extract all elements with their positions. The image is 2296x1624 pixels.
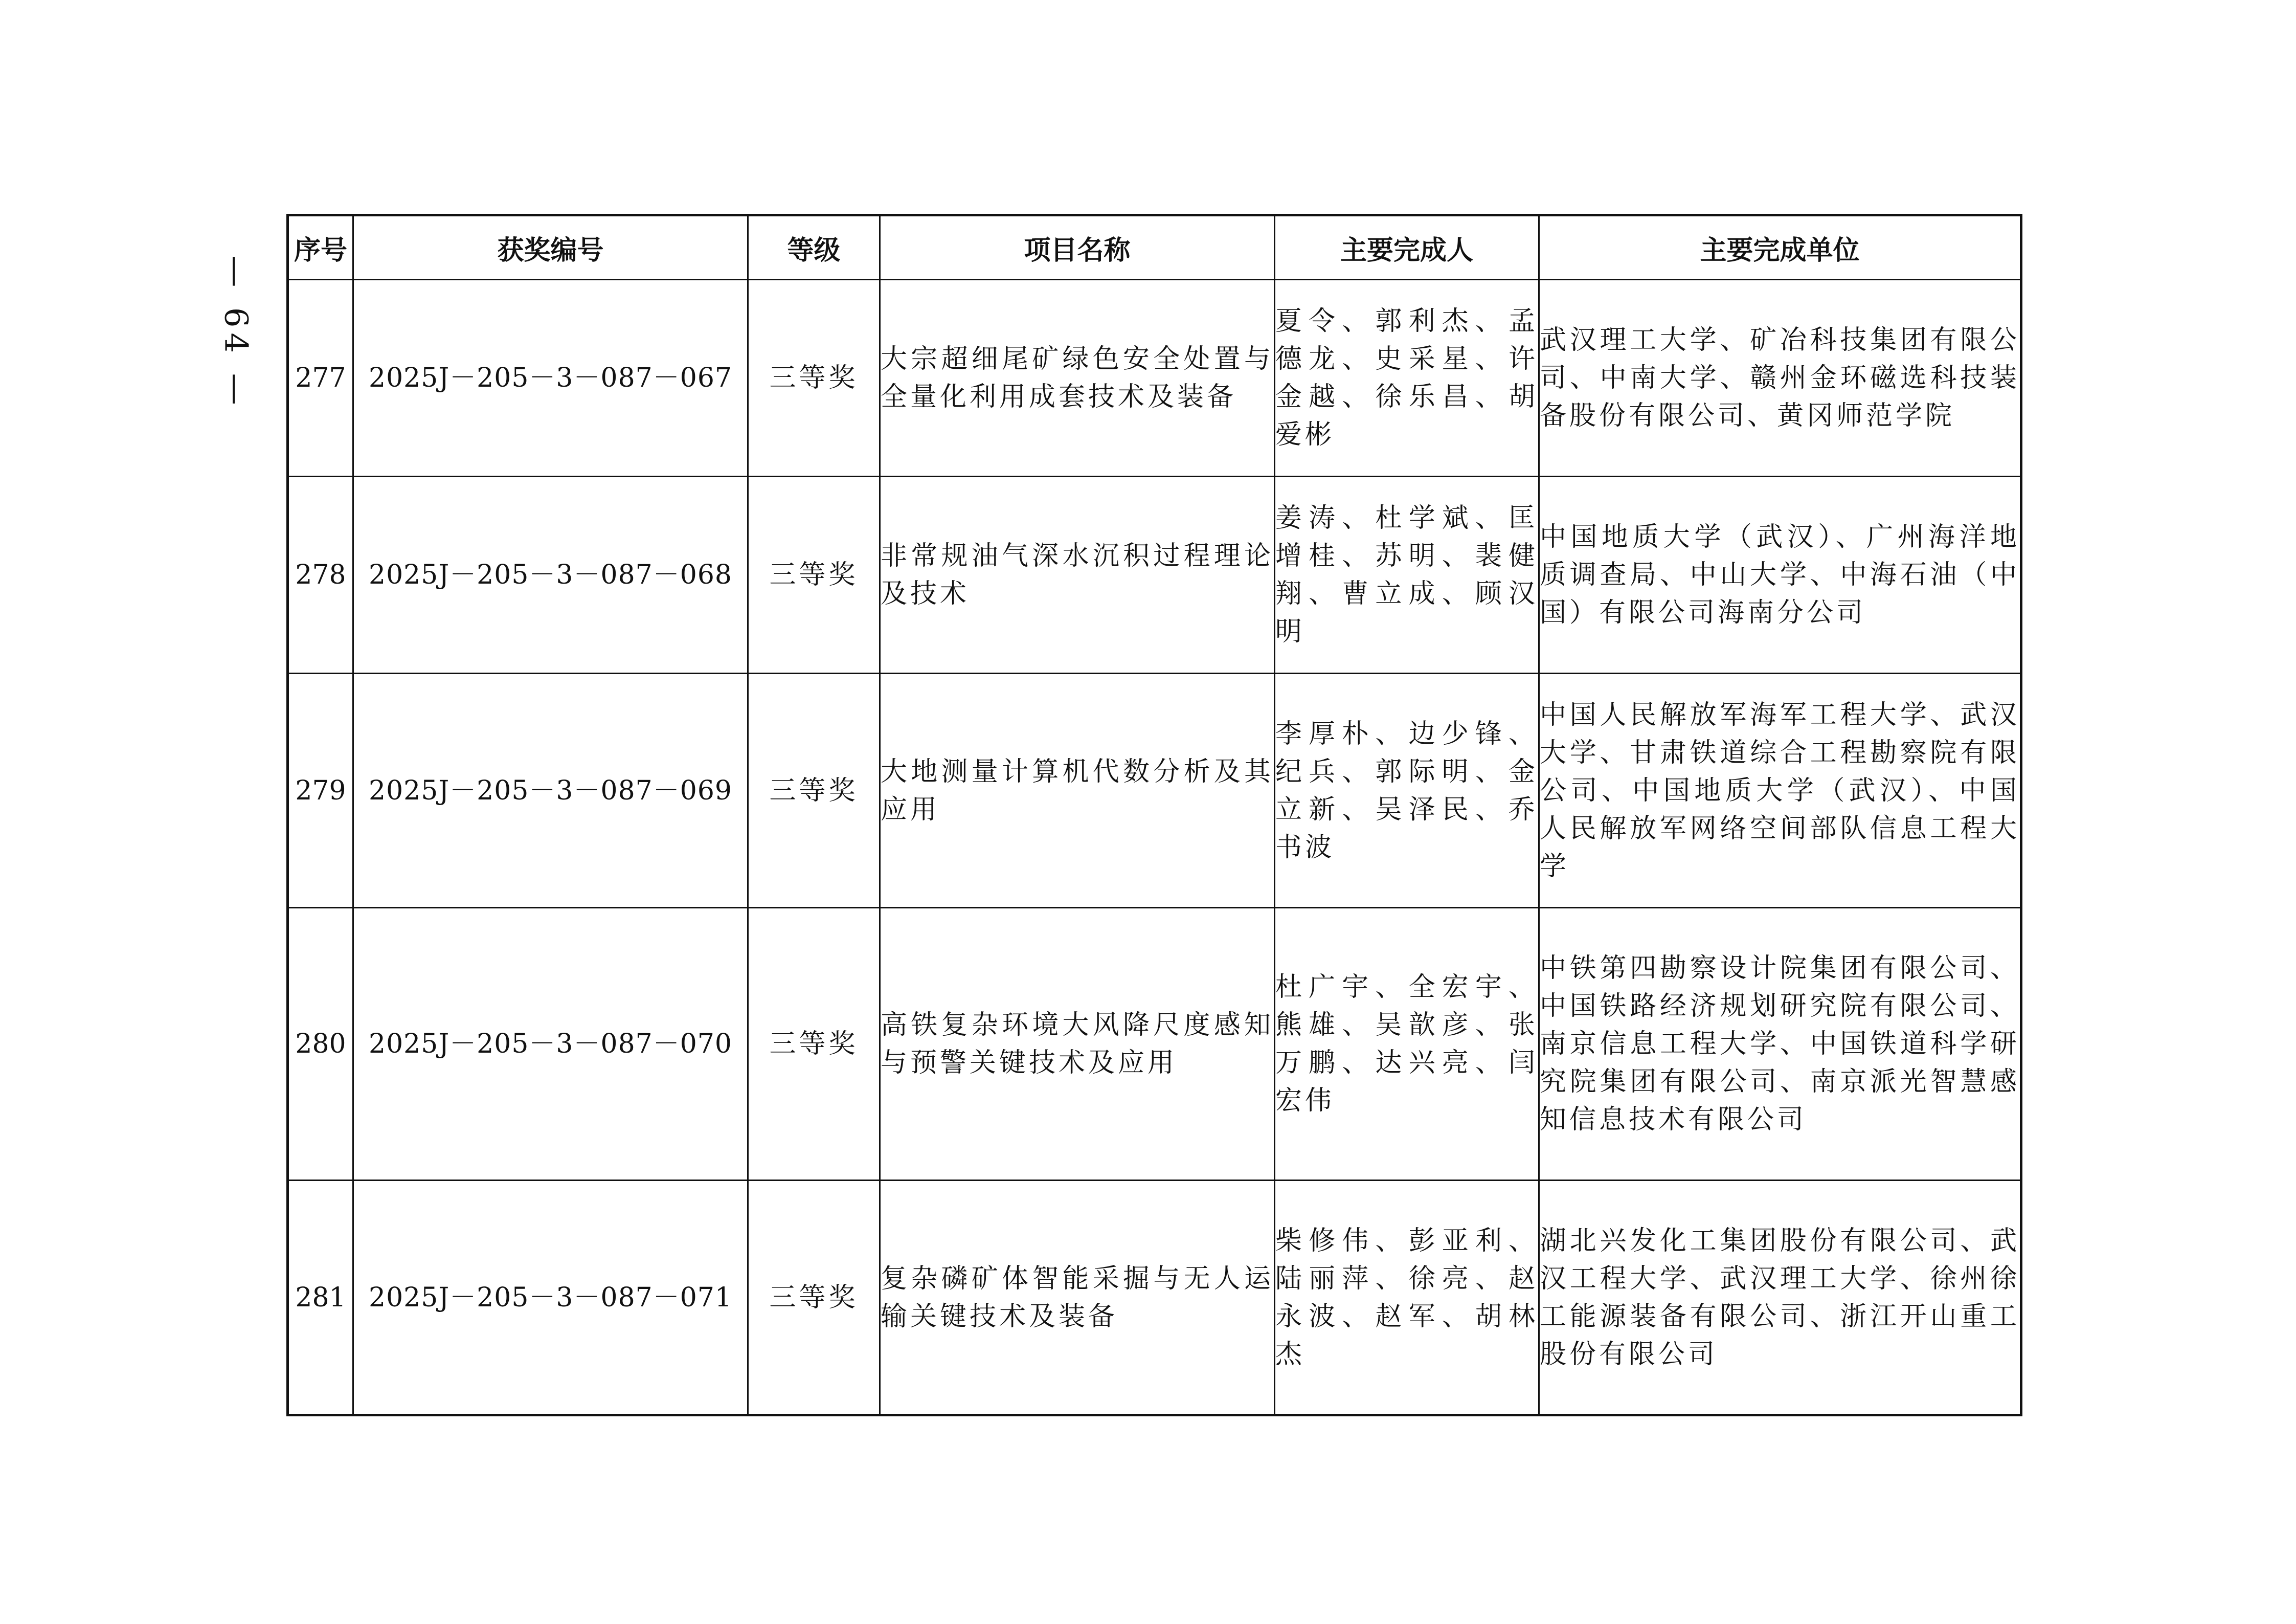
header-units: 主要完成单位 [1539,215,2021,280]
cell-units: 中国地质大学（武汉）、广州海洋地质调查局、中山大学、中海石油（中国）有限公司海南分公司 [1539,477,2021,674]
cell-code: 2025J－205－3－087－069 [353,674,748,908]
cell-num: 281 [288,1181,353,1415]
header-num: 序号 [288,215,353,280]
header-code: 获奖编号 [353,215,748,280]
cell-people: 李厚朴、边少锋、纪兵、郭际明、金立新、吴泽民、乔书波 [1275,674,1539,908]
header-level: 等级 [748,215,880,280]
cell-units: 中铁第四勘察设计院集团有限公司、中国铁路经济规划研究院有限公司、南京信息工程大学、中国铁道科学研究院集团有限公司、南京派光智慧感知信息技术有限公司 [1539,908,2021,1181]
cell-num: 280 [288,908,353,1181]
cell-people: 杜广宇、全宏宇、熊雄、吴歆彦、张万鹏、达兴亮、闫宏伟 [1275,908,1539,1181]
cell-num: 279 [288,674,353,908]
cell-people: 姜涛、杜学斌、匡增桂、苏明、裴健翔、曹立成、顾汉明 [1275,477,1539,674]
cell-project-name: 大地测量计算机代数分析及其应用 [880,674,1275,908]
table-row [288,674,2021,908]
cell-num: 277 [288,280,353,477]
page-number-container [200,220,272,445]
table-row [288,1181,2021,1415]
cell-code: 2025J－205－3－087－070 [353,908,748,1181]
cell-code: 2025J－205－3－087－067 [353,280,748,477]
cell-people: 柴修伟、彭亚利、陆丽萍、徐亮、赵永波、赵军、胡林杰 [1275,1181,1539,1415]
cell-level: 三等奖 [748,1181,880,1415]
page-number: — 64 — [217,255,255,410]
cell-project-name: 大宗超细尾矿绿色安全处置与全量化利用成套技术及装备 [880,280,1275,477]
cell-num: 278 [288,477,353,674]
cell-units: 中国人民解放军海军工程大学、武汉大学、甘肃铁道综合工程勘察院有限公司、中国地质大学（武汉）、中国人民解放军网络空间部队信息工程大学 [1539,674,2021,908]
header-people: 主要完成人 [1275,215,1539,280]
cell-code: 2025J－205－3－087－071 [353,1181,748,1415]
table-header-row [288,215,2021,280]
cell-project-name: 非常规油气深水沉积过程理论及技术 [880,477,1275,674]
cell-project-name: 高铁复杂环境大风降尺度感知与预警关键技术及应用 [880,908,1275,1181]
cell-level: 三等奖 [748,908,880,1181]
cell-units: 湖北兴发化工集团股份有限公司、武汉工程大学、武汉理工大学、徐州徐工能源装备有限公司、浙江开山重工股份有限公司 [1539,1181,2021,1415]
award-table [286,214,2022,1416]
cell-people: 夏令、郭利杰、孟德龙、史采星、许金越、徐乐昌、胡爱彬 [1275,280,1539,477]
table-row [288,280,2021,477]
cell-code: 2025J－205－3－087－068 [353,477,748,674]
table-row [288,908,2021,1181]
cell-level: 三等奖 [748,477,880,674]
cell-units: 武汉理工大学、矿冶科技集团有限公司、中南大学、赣州金环磁选科技装备股份有限公司、黄冈师范学院 [1539,280,2021,477]
cell-level: 三等奖 [748,280,880,477]
cell-level: 三等奖 [748,674,880,908]
cell-project-name: 复杂磷矿体智能采掘与无人运输关键技术及装备 [880,1181,1275,1415]
table-row [288,477,2021,674]
header-name: 项目名称 [880,215,1275,280]
